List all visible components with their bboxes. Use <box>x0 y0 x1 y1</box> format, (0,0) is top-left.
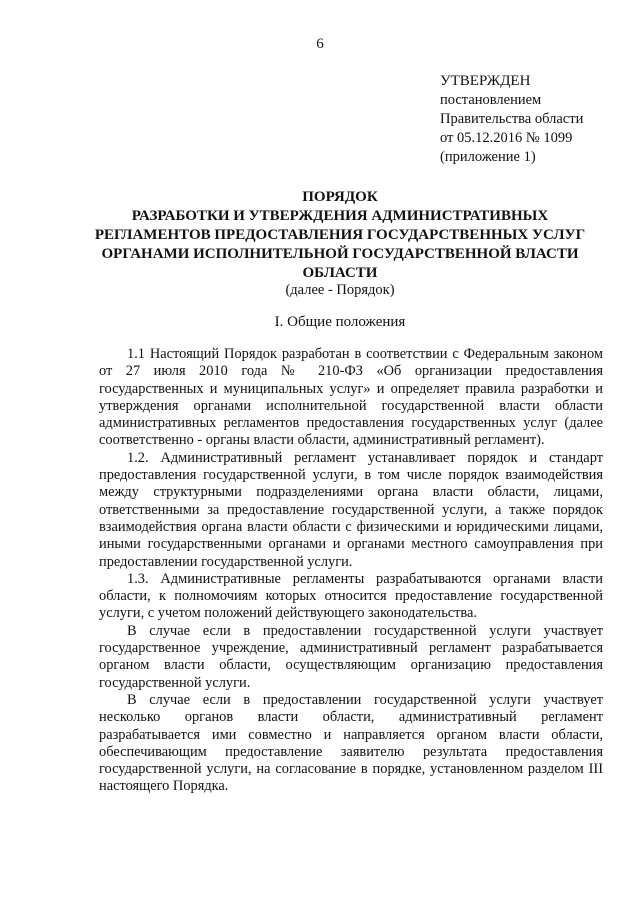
paragraph: 1.2. Административный регламент устанавливает порядок и стандарт предоставления государственной услуги, в том числе порядок взаимодействия между структурными подразделениями органа власти области, лицами, ответственными за предоставление государственной услуги, а также порядок взаимодействия органа власти области с физическими и юридическими лицами, иными государственными органами и органами местного самоуправления при предоставлении государственной услуги. <box>99 449 603 570</box>
document-title <box>60 188 620 283</box>
approval-stamp <box>440 72 583 167</box>
paragraph: В случае если в предоставлении государственной услуги участвует несколько органов власти области, административный регламент разрабатывается ими совместно и направляется органом власти области, обеспечивающим предоставление заявителю результата предоставления государственной услуги, на согласование в порядке, установленном разделом III настоящего Порядка. <box>99 691 603 795</box>
approval-heading: УТВЕРЖДЕН <box>440 73 531 89</box>
section-heading: I. Общие положения <box>274 314 406 330</box>
title-line: ОРГАНАМИ ИСПОЛНИТЕЛЬНОЙ ГОСУДАРСТВЕННОЙ ВЛАСТИ <box>101 246 579 262</box>
paragraph: 1.1 Настоящий Порядок разработан в соответствии с Федеральным законом от 27 июля 2010 года № 210-ФЗ «Об организации предоставления государственных и муниципальных услуг» и определяет правила разработки и утверждения органами исполнительной государственной власти области административных регламентов предоставления государственных услуг (далее соответственно - органы власти области, административный регламент). <box>99 346 603 449</box>
body-text <box>99 346 603 796</box>
document-subtitle: (далее - Порядок) <box>285 282 395 298</box>
approval-line: от 05.12.2016 № 1099 <box>440 130 573 146</box>
approval-line: постановлением <box>440 92 542 108</box>
paragraph: 1.3. Административные регламенты разрабатываются органами власти области, к полномочиям которых относится предоставление государственной услуги, с учетом положений действующего законодательства. <box>99 570 603 622</box>
title-line: ПОРЯДОК <box>302 189 378 205</box>
title-line: РЕГЛАМЕНТОВ ПРЕДОСТАВЛЕНИЯ ГОСУДАРСТВЕННЫХ УСЛУГ <box>94 227 586 243</box>
approval-line: Правительства области <box>440 111 584 127</box>
paragraph: В случае если в предоставлении государственной услуги участвует государственное учреждение, административный регламент разрабатывается органом власти области, осуществляющим организацию предоставления государственной услуги. <box>99 622 603 691</box>
page-number: 6 <box>316 36 324 52</box>
title-line: РАЗРАБОТКИ И УТВЕРЖДЕНИЯ АДМИНИСТРАТИВНЫХ <box>131 208 549 224</box>
title-line: ОБЛАСТИ <box>302 265 378 281</box>
approval-line: (приложение 1) <box>440 149 536 165</box>
